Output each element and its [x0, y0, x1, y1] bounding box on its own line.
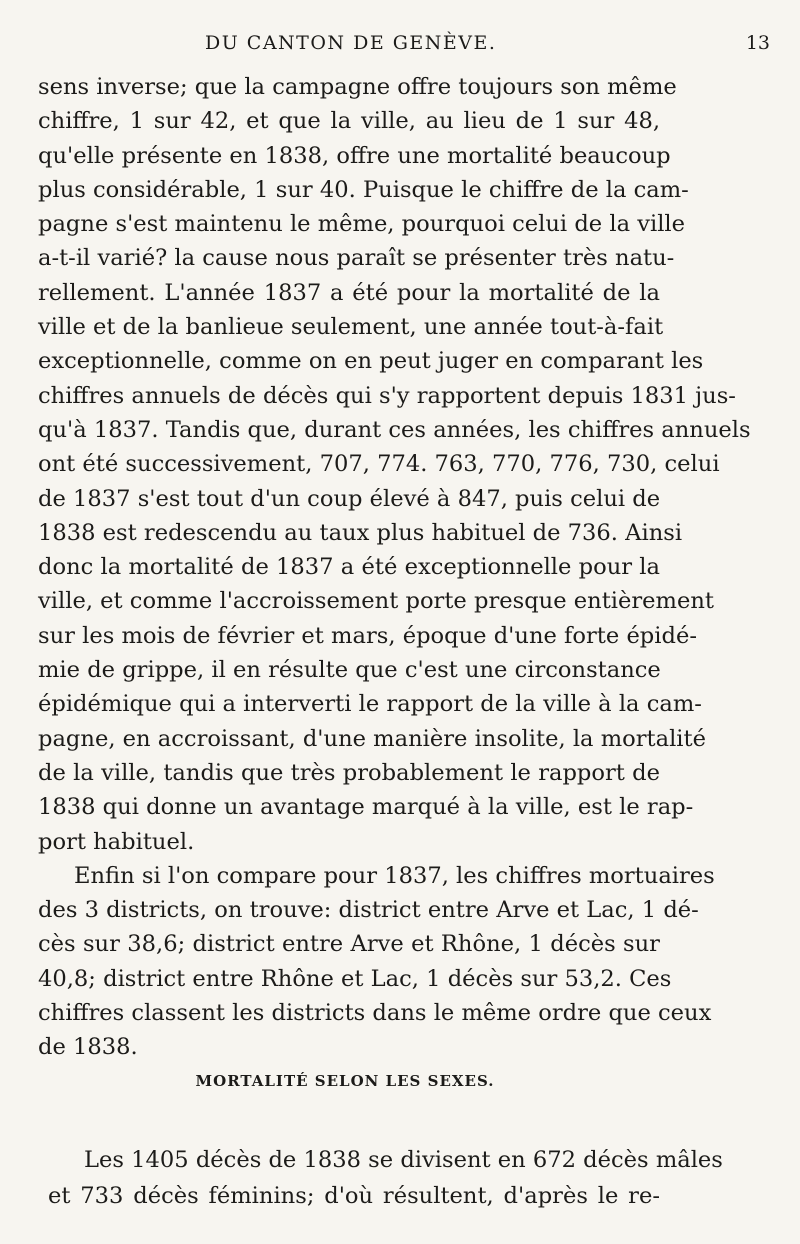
paragraph-1: [38, 70, 751, 859]
text-line: des 3 districts, on trouve: district entre Arve et Lac, 1 dé-: [38, 897, 699, 924]
text-line: mie de grippe, il en résulte que c'est une circonstance: [38, 657, 661, 684]
text-line: sur les mois de février et mars, époque d'une forte épidé-: [38, 622, 697, 649]
text-line: 40,8; district entre Rhône et Lac, 1 décès sur 53,2. Ces: [38, 965, 672, 992]
text-line: cès sur 38,6; district entre Arve et Rhône, 1 décès sur: [38, 931, 660, 958]
text-line: pagne s'est maintenu le même, pourquoi celui de la ville: [38, 211, 686, 238]
text-line: sens inverse; que la campagne offre toujours son même: [38, 74, 677, 100]
text-line: pagne, en accroissant, d'une manière insolite, la mortalité: [38, 725, 706, 752]
text-line: ville, et comme l'accroissement porte presque entièrement: [38, 588, 714, 615]
text-line: ville et de la banlieue seulement, une année tout-à-fait: [38, 314, 664, 341]
text-line: chiffre, 1 sur 42, et que la ville, au lieu de 1 sur 48,: [38, 108, 660, 135]
text-line: port habituel.: [38, 828, 195, 855]
running-title: DU CANTON DE GENÈVE.: [205, 32, 497, 54]
text-line: et 733 décès féminins; d'où résultent, d'après le re-: [48, 1183, 660, 1209]
text-line: qu'elle présente en 1838, offre une mortalité beaucoup: [38, 142, 671, 169]
text-line: donc la mortalité de 1837 a été exceptionnelle pour la: [38, 554, 660, 581]
text-line: 1838 est redescendu au taux plus habituel de 736. Ainsi: [38, 519, 683, 546]
section-heading-text: MORTALITÉ SELON LES SEXES.: [195, 1072, 495, 1090]
text-line: a-t-il varié? la cause nous paraît se présenter très natu-: [38, 245, 675, 272]
text-line: rellement. L'année 1837 a été pour la mortalité de la: [38, 279, 660, 306]
text-line: de 1837 s'est tout d'un coup élevé à 847, puis celui de: [38, 485, 661, 512]
paragraph-2: [38, 859, 715, 1065]
running-head: [0, 32, 800, 62]
text-line: épidémique qui a interverti le rapport de la ville à la cam-: [38, 691, 702, 718]
text-line: exceptionnelle, comme on en peut juger en comparant les: [38, 348, 704, 375]
text-line: de la ville, tandis que très probablement le rapport de: [38, 759, 660, 786]
text-line: de 1838.: [38, 1034, 138, 1061]
text-line: Enfin si l'on compare pour 1837, les chiffres mortuaires: [74, 862, 715, 889]
paragraph-3: [48, 1142, 723, 1214]
text-line: plus considérable, 1 sur 40. Puisque le chiffre de la cam-: [38, 176, 689, 203]
text-line: Les 1405 décès de 1838 se divisent en 672 décès mâles: [84, 1147, 723, 1173]
text-line: 1838 qui donne un avantage marqué à la ville, est le rap-: [38, 794, 694, 821]
text-line: qu'à 1837. Tandis que, durant ces années, les chiffres annuels: [38, 416, 751, 443]
text-line: chiffres annuels de décès qui s'y rapportent depuis 1831 jus-: [38, 382, 736, 409]
body-text: [38, 70, 751, 1065]
section-heading: [0, 1072, 800, 1090]
text-line: chiffres classent les districts dans le même ordre que ceux: [38, 1000, 712, 1027]
text-line: ont été successivement, 707, 774. 763, 770, 776, 730, celui: [38, 451, 720, 478]
page-number: 13: [745, 32, 770, 54]
